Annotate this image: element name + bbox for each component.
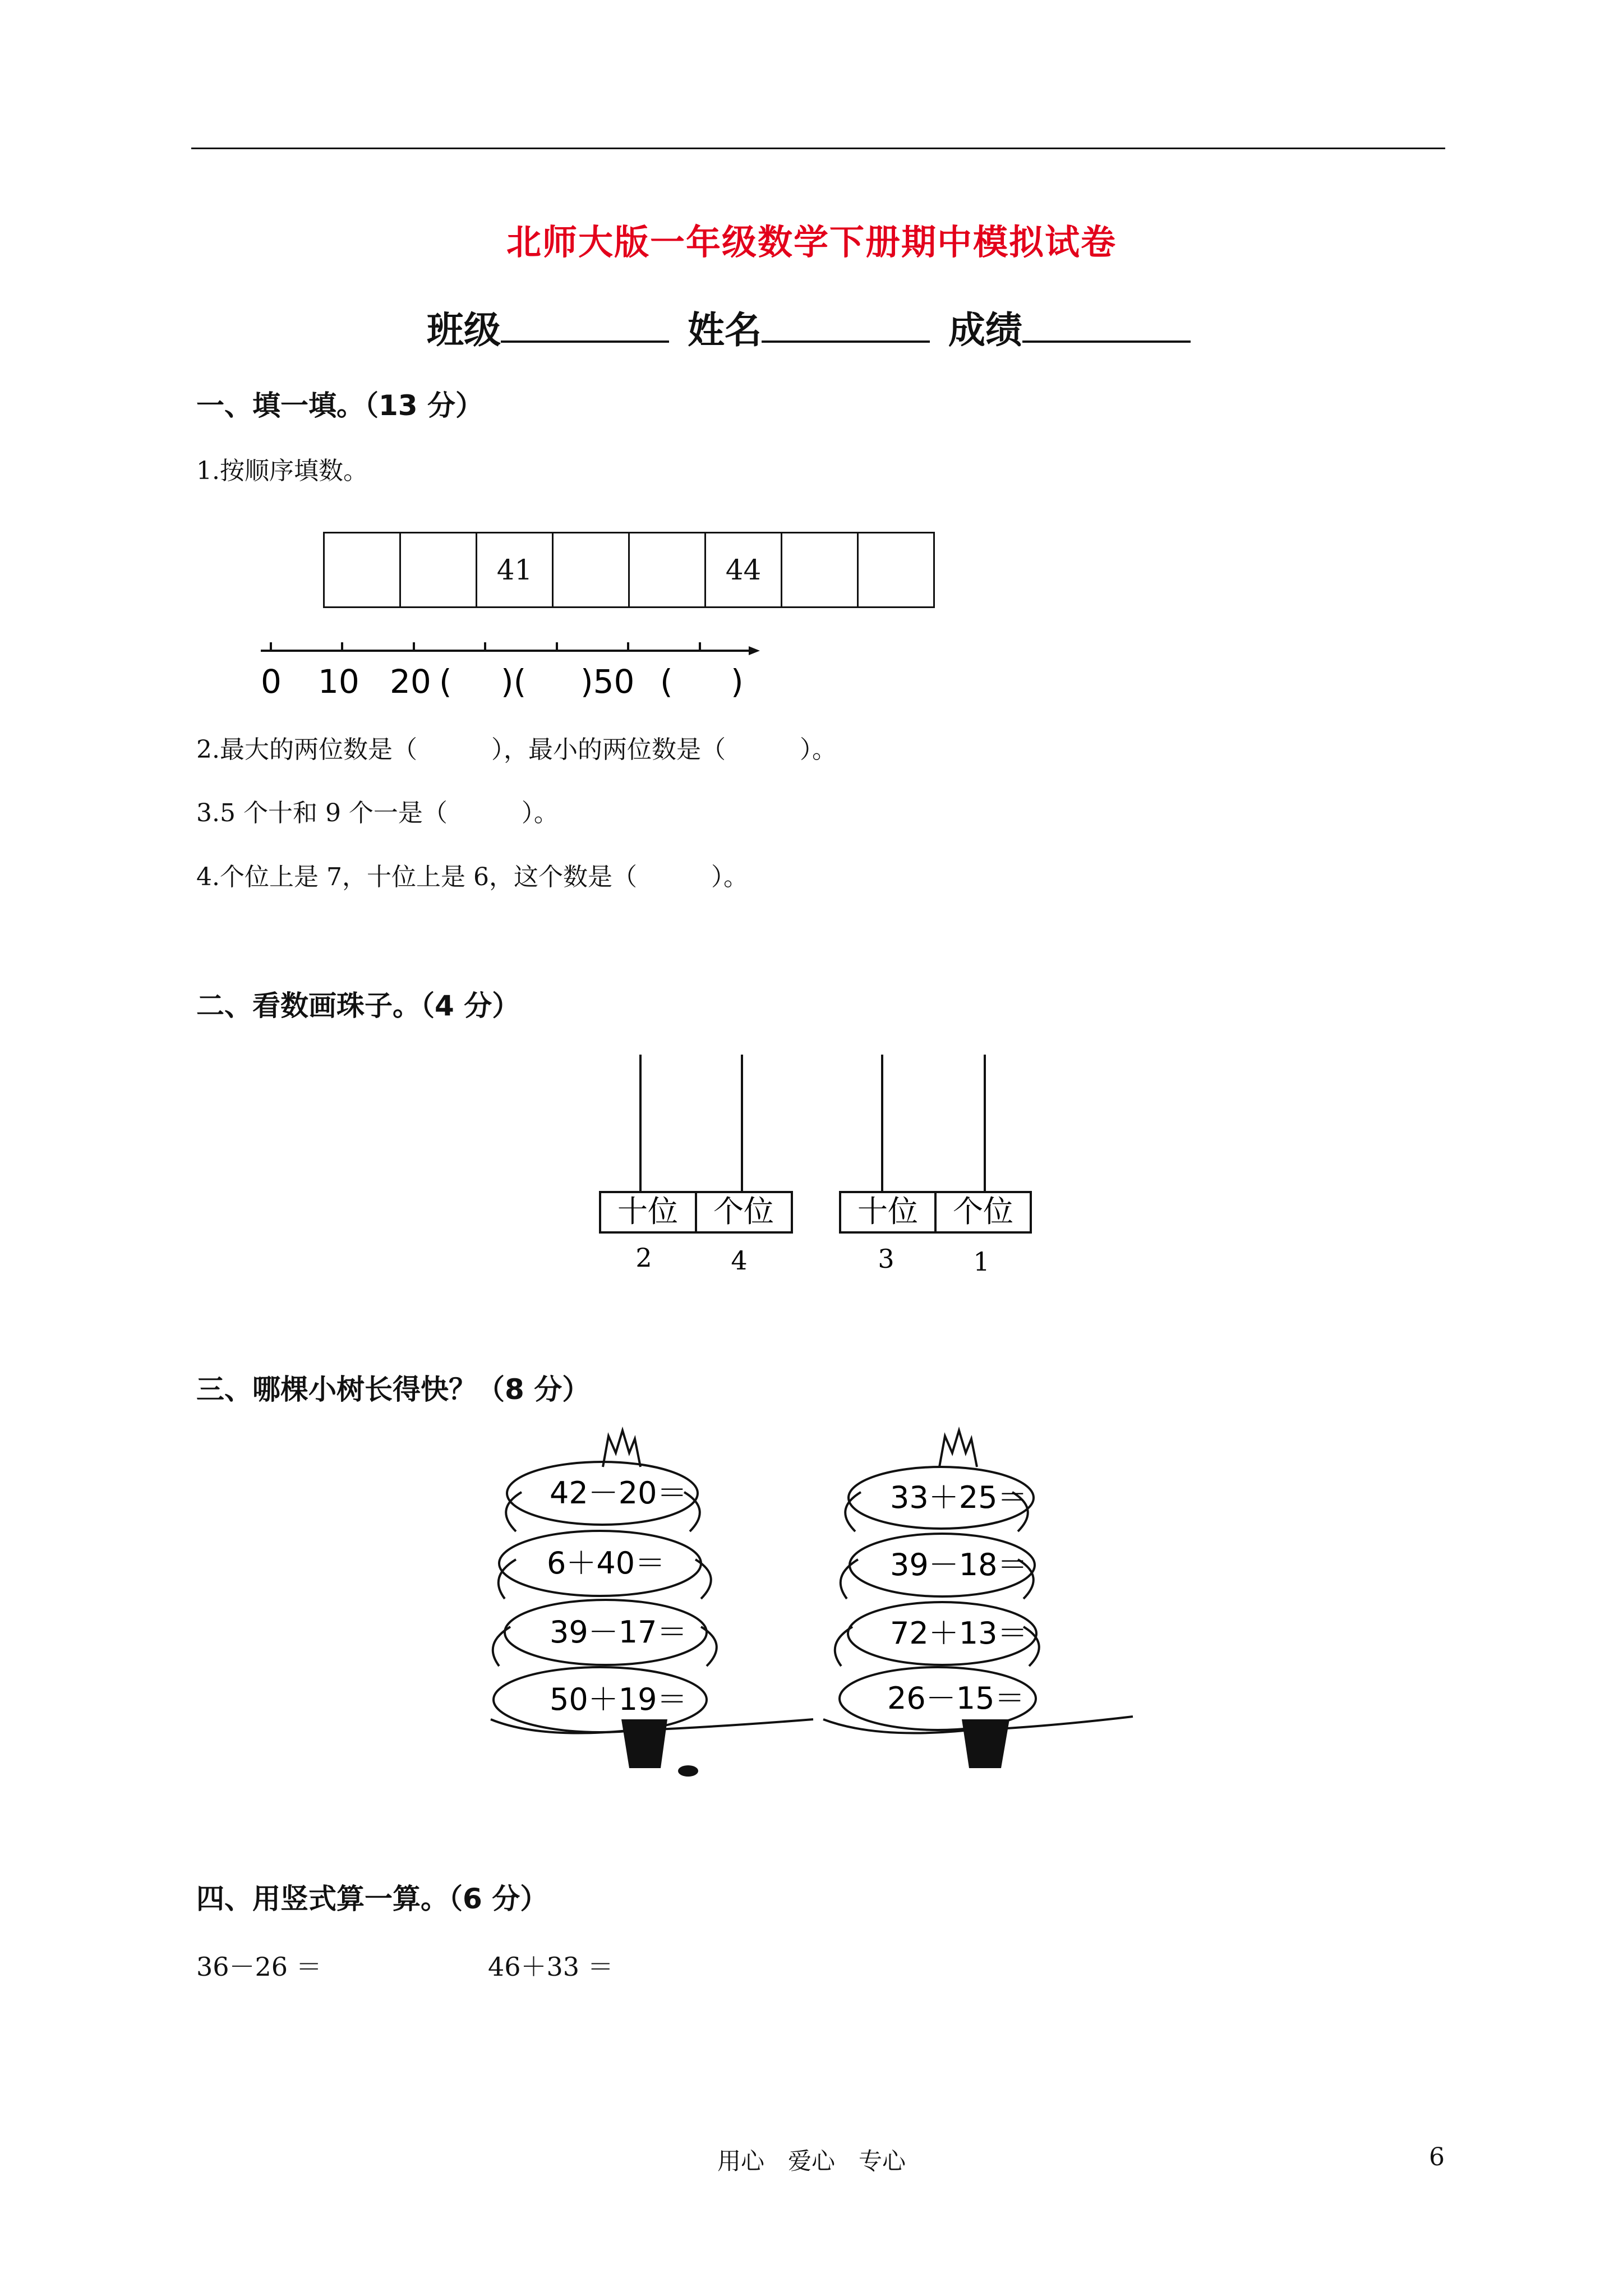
tens-label: 十位 <box>617 1194 678 1229</box>
sequence-cell[interactable] <box>400 533 477 608</box>
sequence-cell[interactable] <box>553 533 629 608</box>
number-line-label: )50 <box>580 662 635 701</box>
number-line-label: ( <box>439 662 452 701</box>
name-label: 姓名 <box>688 309 762 352</box>
abacus-1 <box>600 1055 792 1276</box>
tree-trunk <box>962 1719 1009 1768</box>
tree-problem: 6＋40＝ <box>547 1545 666 1581</box>
abacus-figure <box>594 1055 1043 1279</box>
section4-heading: 四、用竖式算一算。（6 分） <box>196 1883 548 1915</box>
number-line-label: 20 <box>390 662 431 701</box>
tree-problem: 39－18＝ <box>890 1547 1028 1582</box>
section3-heading: 三、哪棵小树长得快？（8 分） <box>196 1373 591 1406</box>
tens-digit: 2 <box>635 1243 652 1273</box>
question-1: 1.按顺序填数。 <box>196 457 368 485</box>
number-line-label: 10 <box>318 662 359 701</box>
section1-heading: 一、填一填。（13 分） <box>196 389 483 422</box>
number-line-label: )( <box>501 662 527 701</box>
sequence-cell: 44 <box>706 533 782 608</box>
sequence-table <box>323 532 935 608</box>
number-line-label: ) <box>731 662 744 701</box>
section2-heading: 二、看数画珠子。（4 分） <box>196 990 520 1022</box>
sequence-cell[interactable] <box>858 533 934 608</box>
number-line <box>255 637 771 704</box>
vertical-problem: 36－26 ＝ <box>196 1952 322 1982</box>
tree-problem: 39－17＝ <box>550 1614 688 1650</box>
tree-problem: 33＋25＝ <box>890 1480 1028 1515</box>
sequence-cell[interactable] <box>324 533 400 608</box>
name-blank[interactable] <box>762 309 930 343</box>
trees-figure <box>482 1425 1155 1795</box>
sequence-cell[interactable] <box>782 533 858 608</box>
vertical-problem: 46＋33 ＝ <box>488 1952 614 1982</box>
header-rule <box>191 148 1445 149</box>
class-blank[interactable] <box>501 309 669 343</box>
sequence-cell: 41 <box>477 533 553 608</box>
footer-motto: 用心 爱心 专心 <box>717 2147 906 2175</box>
vertical-calc-row <box>196 1947 614 1984</box>
question-4: 4.个位上是 7，十位上是 6，这个数是（ ）。 <box>196 863 748 891</box>
score-label: 成绩 <box>948 309 1022 352</box>
page-title: 北师大版一年级数学下册期中模拟试卷 <box>506 222 1117 263</box>
number-line-label: 0 <box>261 662 282 701</box>
ones-digit: 4 <box>731 1245 748 1276</box>
tree-trunk <box>621 1719 667 1768</box>
question-2: 2.最大的两位数是（ ），最小的两位数是（ ）。 <box>196 735 837 764</box>
ones-digit: 1 <box>973 1246 990 1277</box>
tens-label: 十位 <box>857 1194 918 1229</box>
score-blank[interactable] <box>1022 309 1191 343</box>
ones-label: 个位 <box>713 1194 774 1229</box>
class-label: 班级 <box>427 309 501 352</box>
abacus-2 <box>840 1055 1031 1277</box>
ones-label: 个位 <box>953 1194 1013 1229</box>
tree-problem: 26－15＝ <box>887 1681 1025 1716</box>
ink-blot <box>678 1765 698 1777</box>
page-number: 6 <box>1429 2143 1445 2171</box>
sequence-cell[interactable] <box>629 533 706 608</box>
tree-problem: 42－20＝ <box>550 1475 688 1511</box>
tree-problem: 72＋13＝ <box>890 1616 1028 1651</box>
question-3: 3.5 个十和 9 个一是（ ）。 <box>196 799 559 827</box>
student-info-row <box>0 300 1623 353</box>
tree-top-icon <box>939 1430 977 1467</box>
number-line-arrow <box>749 646 760 655</box>
tree-problem: 50＋19＝ <box>550 1682 688 1717</box>
tens-digit: 3 <box>878 1244 895 1274</box>
number-line-label: ( <box>660 662 673 701</box>
